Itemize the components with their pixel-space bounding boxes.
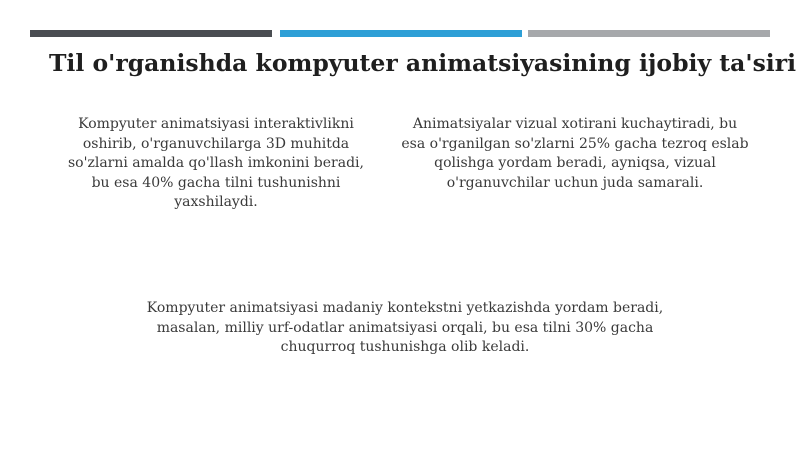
header-bar-blue	[280, 30, 522, 37]
paragraph-bottom-center: Kompyuter animatsiyasi madaniy kontekstni yetkazishda yordam beradi, masalan, milliy urf-odatlar animatsiyasi orqali, bu esa tilni 30% gacha chuqurroq tushunishga olib keladi.	[146, 300, 664, 355]
paragraph-top-left: Kompyuter animatsiyasi interaktivlikni oshirib, o'rganuvchilarga 3D muhitda so'zlarni amalda qo'llash imkonini beradi, bu esa 40% gacha tilni tushunishni yaxshilaydi.	[68, 116, 364, 210]
paragraph-top-right: Animatsiyalar vizual xotirani kuchaytiradi, bu esa o'rganilgan so'zlarni 25% gacha tezroq eslab qolishga yordam beradi, ayniqsa, vizual o'rganuvchilar uchun juda samarali.	[401, 116, 749, 191]
header-bar-gray	[528, 30, 770, 37]
header-bar-dark	[30, 30, 272, 37]
slide-title: Til o'rganishda kompyuter animatsiyasining ijobiy ta'siri	[48, 49, 797, 77]
